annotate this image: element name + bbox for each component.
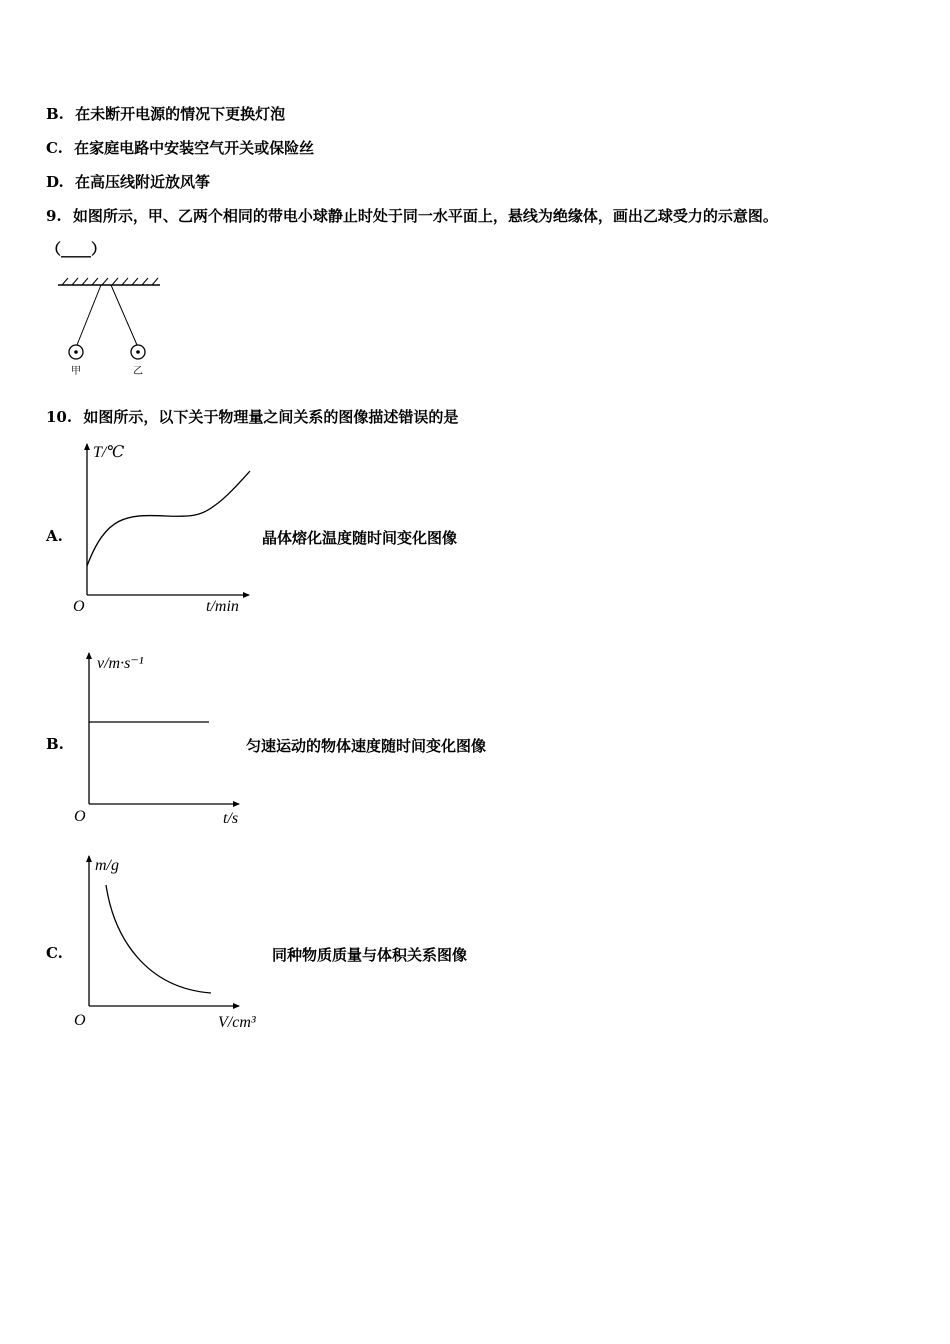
curve-c [106,885,211,993]
graph-a [66,436,266,620]
option-b-label[interactable]: B. [46,735,64,753]
origin-label: O [73,598,85,615]
option-label: B. [46,105,64,123]
question-text: 如图所示，以下关于物理量之间关系的图像描述错误的是 [83,408,459,426]
option-b-text: 匀速运动的物体速度随时间变化图像 [246,737,487,755]
graph-c [66,848,276,1034]
question-9 [46,205,778,226]
y-axis-label: m/g [95,857,119,874]
option-label: C. [46,139,63,157]
x-axis-label: t/s [223,810,239,827]
thread-right [111,285,137,345]
option-c-prev [46,137,314,158]
option-d-prev [46,171,210,192]
x-axis-label: V/cm³ [218,1014,256,1031]
ceiling-hatching [62,278,158,285]
option-text: 在未断开电源的情况下更换灯泡 [75,105,286,123]
question-10 [46,406,458,427]
option-label: D. [46,173,64,191]
option-text: 在家庭电路中安装空气开关或保险丝 [74,139,315,157]
question-number: 10. [46,408,73,426]
q9-figure [46,272,171,382]
option-a-text: 晶体熔化温度随时间变化图像 [262,529,458,547]
option-c-label[interactable]: C. [46,944,63,962]
origin-label: O [74,808,86,825]
x-axis-label: t/min [206,598,239,615]
option-a-label[interactable]: A. [46,527,63,545]
graph-b [66,645,266,829]
option-c-text: 同种物质质量与体积关系图像 [272,946,468,964]
ball-label-jia: 甲 [71,366,81,377]
thread-left [77,285,101,345]
origin-label: O [74,1012,86,1029]
y-axis-label: T/℃ [93,444,125,461]
option-text: 在高压线附近放风筝 [74,173,210,191]
question-text: 如图所示，甲、乙两个相同的带电小球静止时处于同一水平面上，悬线为绝缘体，画出乙球受力的示意图。 [72,207,778,225]
curve-a [87,471,250,566]
option-b-prev [46,103,285,124]
y-axis-label: v/m·s⁻¹ [97,655,144,672]
ball-label-yi: 乙 [133,366,143,377]
question-number: 9. [46,207,62,225]
answer-blank[interactable]: （____） [46,240,107,258]
